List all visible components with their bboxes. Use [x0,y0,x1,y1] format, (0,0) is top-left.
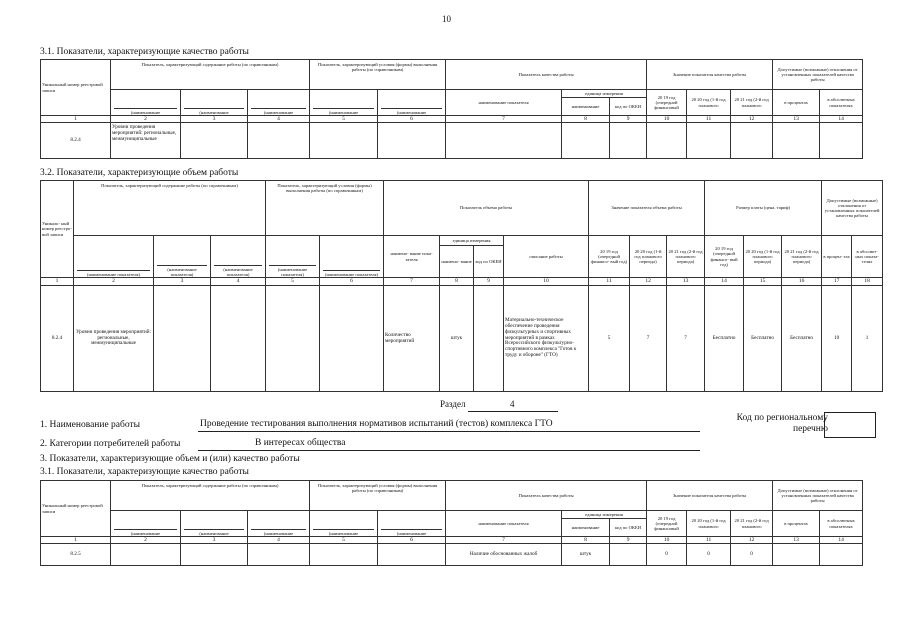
th-absolute: в абсолютных показателях [820,511,863,537]
th-unit-name: наименование [562,98,610,116]
col-num: 8 [440,278,474,286]
th-unit-name: наименование [562,519,610,537]
col-num: 1 [41,537,111,544]
th-fee-year-2: 20 20 год (1-й год планового периода) [744,236,782,278]
th-description: описание работы [504,236,589,278]
col-num: 6 [378,537,446,544]
naim-label: (наименование [184,108,244,115]
col-num: 9 [610,537,647,544]
col-num: 4 [211,278,266,286]
th-percent: в процентах [773,511,820,537]
col-num: 6 [378,116,446,123]
section-title-quality-2: 3.1. Показатели, характеризующие качество работы [40,467,249,477]
th-year-2: 20 20 год (1-й год планового [687,511,731,537]
th-indicator-name: наимено- вание пока- зателя [384,236,440,278]
razdel-label: Раздел [440,399,466,409]
th-year-1: 20 19 год (очередной финансо- вый год) [589,236,630,278]
th-fee-year-3: 20 21 год (2-й год планового периода) [782,236,822,278]
col-num: 1 [41,278,74,286]
cell-reg: 8.2.5 [41,544,111,566]
col-num: 18 [852,278,883,286]
cell-fee-y1: Бесплатно [705,286,744,392]
cell-indicator: Наличие обоснованных жалоб [446,544,562,566]
col-num: 1 [41,116,111,123]
naim-label: (наименование [313,529,374,536]
cell-description: Материально-техническое обеспечение проведения физкультурных и спортивных мероприятий в рамках Всероссийского физкультурно-спортивного комплекса "Готов к труду и обороне" (ГТО) [504,286,589,392]
col-num: 10 [504,278,589,286]
naim-label: (наименование показателя) [324,271,379,277]
naim-label: (наименование [114,529,177,536]
kod-label: Код по региональному перечню [736,413,828,434]
col-num: 13 [773,116,820,123]
naim-label: (наименование показателя) [269,265,316,277]
cell-percent: 10 [822,286,852,392]
section-title-quality: 3.1. Показатели, характеризующие качество работы [40,47,249,57]
consumers-label: 2. Категории потребителей работы [40,439,181,449]
naim-label: (наименование [313,108,374,115]
cell-absolute: 1 [852,286,883,392]
work-name-value: Проведение тестирования выполнения нормативов испытаний (тестов) комплекса ГТО [200,419,553,429]
th-year-2: 20 20 год (1-й год планового [687,90,731,116]
cell-reg: 8.2.4 [41,286,74,392]
th-reg-number: Уникальный номер реестровой записи [41,60,111,116]
naim-label: (наименование [251,108,306,115]
col-num: 14 [820,116,863,123]
cell-value-y2: 7 [630,286,667,392]
th-absolute: в абсолютных показателях [820,90,863,116]
th-indicator-name: наименование показателя [446,90,562,116]
th-unit: единица измерения [562,511,647,519]
col-num: 4 [248,537,310,544]
volume-table [40,180,883,392]
quality-table-bottom [40,480,863,566]
razdel-underline [468,411,558,412]
th-volume-indicator: Показатель объема работы [384,181,589,236]
cell-indicator: Количество мероприятий [384,286,440,392]
col-num: 5 [310,537,378,544]
th-quality-value: Значение показателя качества работы [647,481,773,511]
quality-table-top [40,59,863,159]
cell-fee-y3: Бесплатно [782,286,822,392]
th-year-1: 20 19 год (очередной финансовый [647,90,687,116]
col-num: 9 [610,116,647,123]
th-quality-value: Значение показателя качества работы [647,60,773,90]
th-year-2: 20 20 год (1-й год планового периода) [630,236,667,278]
naim-label: (наименование [114,108,177,115]
th-volume-value: Значение показателя объема работы [589,181,705,236]
th-okei: код по ОКЕИ [610,519,647,537]
col-num: 14 [705,278,744,286]
col-num: 11 [687,116,731,123]
naim-label: (наименование [381,529,442,536]
cell-value-y1: 0 [647,544,687,566]
col-num: 15 [744,278,782,286]
th-percent: в процен- тах [822,236,852,278]
th-year-3: 20 21 год (2-й год планового [731,511,773,537]
col-num: 7 [446,116,562,123]
cell-content: Уровни проведения мероприятий: региональные, межмуниципальные [111,123,181,159]
col-num: 12 [731,116,773,123]
col-num: 3 [181,116,248,123]
th-unit: единица измерения [562,90,647,98]
col-num: 14 [820,537,863,544]
cell-reg: 8.2.4 [41,123,111,159]
col-num: 3 [154,278,211,286]
col-num: 7 [384,278,440,286]
indicators-label: 3. Показатели, характеризующие объем и (или) качество работы [40,454,300,464]
col-num: 2 [111,116,181,123]
cell-unit: штук [562,544,610,566]
col-num: 6 [320,278,384,286]
cell-value-y3: 7 [667,286,705,392]
naim-label: (наименование показателя) [77,270,150,277]
naim-label: (наименование показателя) [214,265,262,277]
th-quality-indicator: Показатель качества работы [446,481,647,511]
cell-value-y2: 0 [687,544,731,566]
consumers-value: В интересах общества [255,438,346,448]
naim-label: (наименование [184,529,244,536]
th-conditions: Показатель, характеризующий условия (формы) выполнения работы (по справочникам) [310,60,446,90]
th-year-3: 20 21 год (2-й год планового [731,90,773,116]
th-percent: в процентах [773,90,820,116]
naim-label: (наименование [381,108,442,115]
th-indicator-name: наименование показателя [446,511,562,537]
col-num: 10 [647,537,687,544]
col-num: 8 [562,116,610,123]
th-unit-name: наимено- вание [440,246,474,278]
col-num: 17 [822,278,852,286]
table-row [41,123,863,159]
kod-box [824,412,876,438]
col-num: 10 [647,116,687,123]
page-number: 10 [442,14,451,24]
th-deviation: Допустимые (возможные) отклонения от установленных показателей качества работы [822,181,883,236]
th-deviation: Допустимые (возможные) отклонения от установленных показателей качества работы [773,60,863,90]
col-num: 13 [667,278,705,286]
th-okei: код по ОКЕИ [610,98,647,116]
th-content: Показатель, характеризующий содержание работы (по справочникам) [111,60,310,90]
cell-fee-y2: Бесплатно [744,286,782,392]
cell-value-y1: 5 [589,286,630,392]
th-fee-year-1: 20 19 год (очередной финансо- вый год) [705,236,744,278]
cell-unit: штук [440,286,474,392]
th-deviation: Допустимые (возможные) отклонения от установленных показателей качества работы [773,481,863,511]
th-okei: код по ОКЕИ [474,246,504,278]
col-num: 4 [248,116,310,123]
th-unit: единица измерения [440,236,504,246]
section-title-volume: 3.2. Показатели, характеризующие объем работы [40,168,239,178]
th-reg-number: Уникаль- ный номер реестро- вой записи [41,181,74,278]
table-row [41,286,883,392]
th-content: Показатель, характеризующий содержание работы (по справочникам) [111,481,310,511]
th-conditions: Показатель, характеризующий условия (формы) выполнения работы (по справочникам) [266,181,384,236]
col-num: 3 [181,537,248,544]
th-reg-number: Уникальный номер реестровой записи [41,481,111,537]
col-num: 16 [782,278,822,286]
col-num: 12 [630,278,667,286]
th-content: Показатель, характеризующий содержание работы (по справочникам) [74,181,266,236]
naim-label: (наименование показателя) [157,265,207,277]
col-num: 11 [589,278,630,286]
th-year-3: 20 21 год (2-й год планового периода) [667,236,705,278]
col-num: 5 [266,278,320,286]
col-num: 13 [773,537,820,544]
th-fee: Размер платы (цена, тариф) [705,181,822,236]
col-num: 8 [562,537,610,544]
col-num: 5 [310,116,378,123]
col-num: 2 [74,278,154,286]
th-absolute: в абсолют- ных показа- телях [852,236,883,278]
col-num: 11 [687,537,731,544]
th-quality-indicator: Показатель качества работы [446,60,647,90]
col-num: 7 [446,537,562,544]
th-conditions: Показатель, характеризующий условия (формы) выполнения работы (по справочникам) [310,481,446,511]
table-row [41,544,863,566]
naim-label: (наименование [251,529,306,536]
work-name-label: 1. Наименование работы [40,420,141,430]
razdel-number: 4 [510,399,515,409]
consumers-underline [198,450,700,451]
th-year-1: 20 19 год (очередной финансовый [647,511,687,537]
cell-content: Уровни проведения мероприятий: региональные, межмуниципальные [74,286,154,392]
col-num: 9 [474,278,504,286]
col-num: 2 [111,537,181,544]
col-num: 12 [731,537,773,544]
cell-value-y3: 0 [731,544,773,566]
work-name-underline [198,431,700,432]
